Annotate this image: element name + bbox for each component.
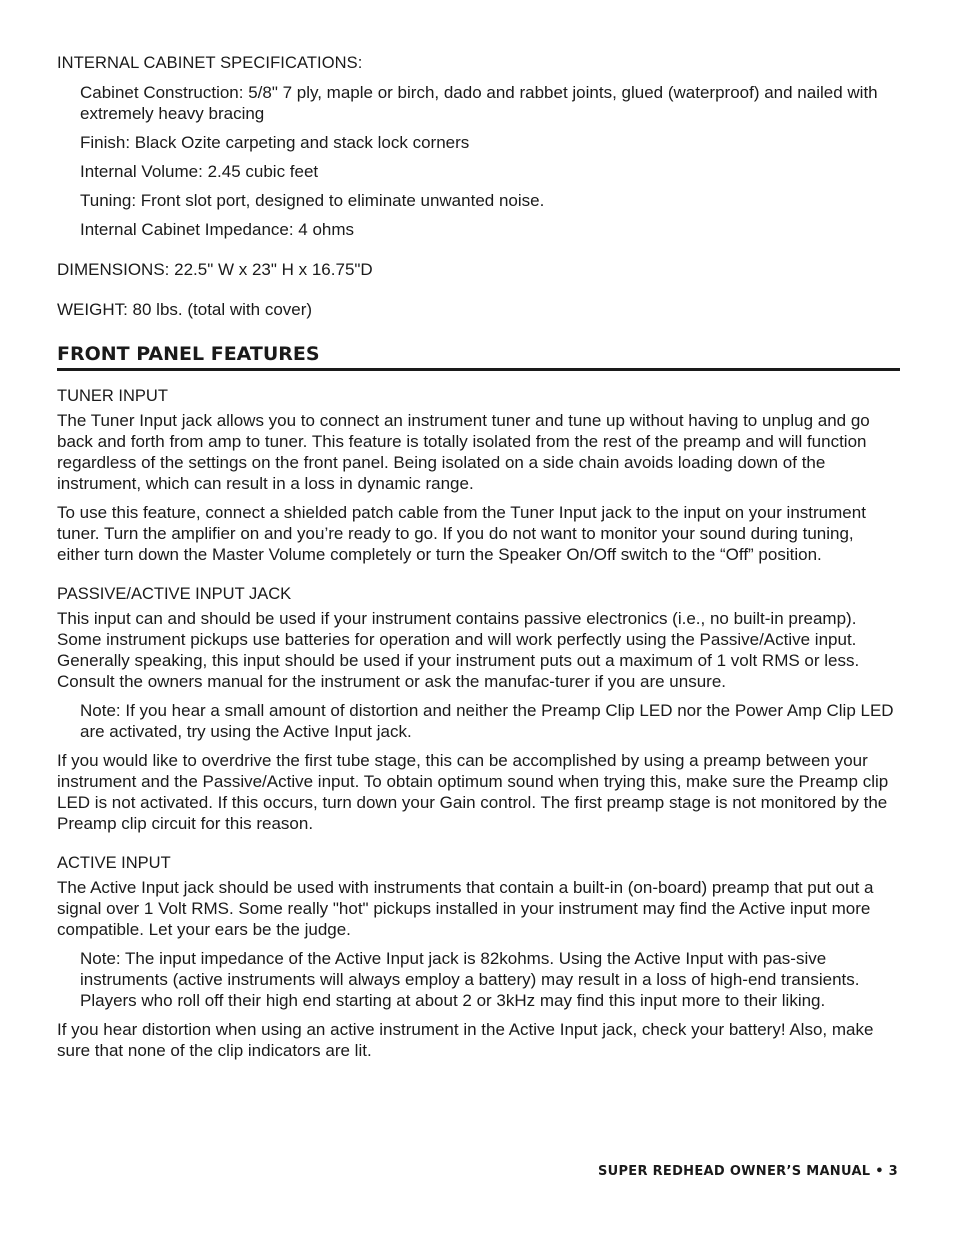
active-input-heading: ACTIVE INPUT [57, 854, 171, 872]
passive-input-note: Note: If you hear a small amount of distortion and neither the Preamp Clip LED nor the Power Amp Clip LED are activated, try using the Active Input jack. [80, 701, 894, 741]
active-input-paragraph-2: If you hear distortion when using an active instrument in the Active Input jack, check your battery! Also, make sure that none of the clip indicators are lit. [57, 1020, 874, 1060]
spec-finish: Finish: Black Ozite carpeting and stack lock corners [80, 133, 470, 152]
spec-internal-volume: Internal Volume: 2.45 cubic feet [80, 162, 319, 181]
spec-cabinet-construction: Cabinet Construction: 5/8" 7 ply, maple or birch, dado and rabbet joints, glued (waterproof) and nailed with extremely heavy bracing [80, 83, 878, 123]
specs-list [57, 82, 900, 240]
passive-input-paragraph-2: If you would like to overdrive the first tube stage, this can be accomplished by using a preamp between your instrument and the Passive/Active input. To obtain optimum sound when trying this, make sure the Preamp clip LED is not activated. If this occurs, turn down your Gain control. The first preamp stage is not monitored by the Preamp clip circuit for this reason. [57, 751, 889, 833]
spec-impedance: Internal Cabinet Impedance: 4 ohms [80, 220, 355, 239]
specs-heading: INTERNAL CABINET SPECIFICATIONS: [57, 54, 363, 72]
tuner-input-paragraph-1: The Tuner Input jack allows you to connect an instrument tuner and tune up without having to unplug and go back and forth from amp to tuner. This feature is totally isolated from the rest of the preamp and will function regardless of the settings on the front panel. Being isolated on a side chain avoids loading down of the instrument, which can result in a loss in dynamic range. [57, 411, 870, 493]
spec-dimensions: DIMENSIONS: 22.5" W x 23" H x 16.75"D [57, 260, 373, 279]
spec-tuning: Tuning: Front slot port, designed to eliminate unwanted noise. [80, 191, 545, 210]
section-title-front-panel: FRONT PANEL FEATURES [57, 342, 900, 371]
page-footer: SUPER REDHEAD OWNER’S MANUAL • 3 [597, 1164, 898, 1179]
active-input-note: Note: The input impedance of the Active Input jack is 82kohms. Using the Active Input with pas-sive instruments (active instruments will always employ a battery) may result in a loss of high-end transients. Players who roll off their high end starting at about 2 or 3kHz may find this input more to their liking. [80, 949, 860, 1010]
manual-page [57, 53, 900, 1061]
tuner-input-heading: TUNER INPUT [57, 387, 168, 405]
spec-weight: WEIGHT: 80 lbs. (total with cover) [57, 300, 313, 319]
tuner-input-paragraph-2: To use this feature, connect a shielded patch cable from the Tuner Input jack to the input on your instrument tuner. Turn the amplifier on and you’re ready to go. If you do not want to monitor your sound during tuning, either turn down the Master Volume completely or turn the Speaker On/Off switch to the “Off” position. [57, 503, 866, 564]
active-input-paragraph-1: The Active Input jack should be used with instruments that contain a built-in (on-board) preamp that put out a signal over 1 Volt RMS. Some really "hot" pickups installed in your instrument may find the Active input more compatible. Let your ears be the judge. [57, 878, 874, 939]
passive-input-paragraph-1: This input can and should be used if your instrument contains passive electronics (i.e., no built-in preamp). Some instrument pickups use batteries for operation and will work perfectly using the Passive/Active input. Generally speaking, this input should be used if your instrument puts out a maximum of 1 volt RMS or less. Consult the owners manual for the instrument or ask the manufac-turer if you are unsure. [57, 609, 860, 691]
passive-input-heading: PASSIVE/ACTIVE INPUT JACK [57, 585, 292, 603]
